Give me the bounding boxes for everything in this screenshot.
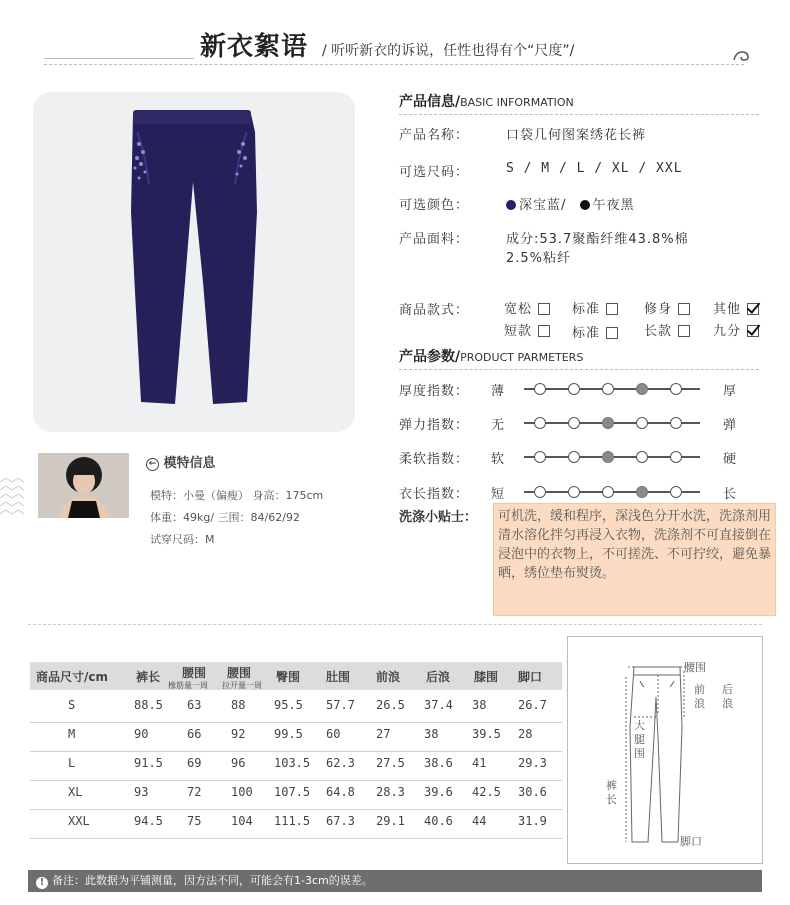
param-scale — [524, 456, 700, 458]
table-cell: 41 — [472, 756, 487, 770]
care-tips-label: 洗涤小贴士： — [399, 510, 478, 525]
size-table-header — [30, 662, 562, 690]
table-cell: 111.5 — [274, 814, 311, 828]
color-swatch-black — [580, 200, 590, 210]
style-option-other[interactable]: 其他 — [713, 298, 759, 317]
header-cell: 腰围 — [182, 666, 207, 680]
checkbox[interactable] — [678, 325, 690, 337]
param-scale — [524, 388, 700, 390]
table-cell: 28 — [518, 727, 533, 741]
fabric-value-1: 成分:53.7聚酯纤维43.8%棉 — [506, 232, 689, 247]
table-cell: 88 — [231, 698, 246, 712]
care-tips-text: 可机洗，缓和程序，深浅色分开水洗，洗涤剂用清水溶化拌匀再浸入衣物，洗涤剂不可直接倒在浸泡中的衣物上，不可搓洗、不可拧绞，避免暴晒，绣位垫布熨烫。 — [493, 503, 776, 616]
table-cell: 60 — [326, 727, 341, 741]
model-photo — [38, 453, 129, 518]
table-cell: 62.3 — [326, 756, 355, 770]
param-thickness: 厚度指数： 薄 厚 — [399, 384, 737, 399]
param-level-dot — [670, 451, 682, 463]
table-cell: 26.7 — [518, 698, 547, 712]
fabric-label: 产品面料： — [399, 232, 470, 247]
style-options — [504, 298, 764, 341]
model-line-2: 体重：49kg/ 三围：84/62/92 — [150, 511, 300, 524]
info-icon: ! — [36, 877, 48, 889]
param-scale — [524, 422, 700, 424]
param-level-dot — [602, 451, 614, 463]
checkbox[interactable] — [538, 303, 550, 315]
param-level-dot — [602, 486, 614, 498]
product-params-title: 产品参数/PRODUCT PARMETERS — [399, 349, 584, 365]
style-label: 商品款式： — [399, 303, 470, 318]
table-cell: 42.5 — [472, 785, 501, 799]
diagram-label-waist: 腰围 — [684, 661, 706, 674]
sizes-label: 可选尺码： — [399, 165, 470, 180]
style-option-short[interactable]: 短款 — [504, 320, 550, 339]
table-cell: 88.5 — [134, 698, 163, 712]
diagram-label-front-rise: 前浪 — [694, 683, 705, 710]
table-cell: 39.5 — [472, 727, 501, 741]
measurement-diagram — [567, 636, 763, 864]
checkbox[interactable] — [678, 303, 690, 315]
table-cell: 95.5 — [274, 698, 303, 712]
colors-label: 可选颜色： — [399, 198, 470, 213]
table-cell: 64.8 — [326, 785, 355, 799]
table-cell: 66 — [187, 727, 202, 741]
table-row — [30, 810, 562, 838]
product-info-title: 产品信息/BASIC INFORMATION — [399, 94, 574, 110]
model-info-title: ← 模特信息 — [146, 452, 216, 471]
table-cell: 93 — [134, 785, 149, 799]
product-params-divider — [399, 369, 759, 370]
param-level-dot — [534, 383, 546, 395]
style-option-slim[interactable]: 修身 — [644, 298, 690, 317]
table-cell: 57.7 — [326, 698, 355, 712]
table-cell: 40.6 — [424, 814, 453, 828]
table-cell: 26.5 — [376, 698, 405, 712]
header-divider — [44, 64, 744, 65]
header-cell: 腰围 — [227, 666, 252, 680]
checkbox[interactable] — [538, 325, 550, 337]
param-level-dot — [670, 383, 682, 395]
table-cell: 96 — [231, 756, 246, 770]
style-option-long[interactable]: 长款 — [644, 320, 690, 339]
colors-value — [506, 194, 635, 213]
table-cell: 39.6 — [424, 785, 453, 799]
table-cell: 99.5 — [274, 727, 303, 741]
header-subcell: 橡筋量一周 — [168, 681, 208, 690]
param-length: 衣长指数： 短 长 — [399, 487, 737, 502]
table-cell: XXL — [68, 814, 90, 828]
checkbox-checked[interactable] — [747, 325, 759, 337]
param-level-dot — [636, 451, 648, 463]
table-cell: 72 — [187, 785, 202, 799]
table-cell: M — [68, 727, 76, 741]
table-cell: 37.4 — [424, 698, 453, 712]
sizes-value: S / M / L / XL / XXL — [506, 161, 683, 176]
style-option-standard-fit[interactable]: 标准 — [572, 298, 618, 317]
header-cell: 前浪 — [376, 670, 401, 684]
section-divider — [28, 624, 762, 625]
product-name-value: 口袋几何图案绣花长裤 — [506, 128, 647, 143]
table-cell: 75 — [187, 814, 202, 828]
table-cell: 69 — [187, 756, 202, 770]
table-cell: S — [68, 698, 76, 712]
table-cell: L — [68, 756, 76, 770]
fabric-value-2: 2.5%粘纤 — [506, 251, 572, 266]
table-cell: 67.3 — [326, 814, 355, 828]
table-cell: 30.6 — [518, 785, 547, 799]
table-cell: 91.5 — [134, 756, 163, 770]
table-cell: 63 — [187, 698, 202, 712]
diagram-label-length: 裤长 — [606, 779, 617, 806]
header-line-left — [44, 58, 194, 59]
param-level-dot — [534, 451, 546, 463]
footer-note: ! 备注：此数据为平铺测量，因方法不同，可能会有1-3cm的误差。 — [28, 870, 762, 892]
table-cell: 103.5 — [274, 756, 311, 770]
param-level-dot — [534, 486, 546, 498]
header-cell: 臀围 — [276, 670, 301, 684]
diagram-label-thigh: 大腿围 — [634, 719, 645, 760]
table-row — [30, 781, 562, 809]
param-level-dot — [670, 486, 682, 498]
table-cell: XL — [68, 785, 83, 799]
pants-outline-icon — [568, 637, 764, 865]
table-cell: 29.3 — [518, 756, 547, 770]
zigzag-decoration — [0, 478, 28, 538]
header-cell: 肚围 — [326, 670, 351, 684]
param-level-dot — [636, 486, 648, 498]
style-option-loose[interactable]: 宽松 — [504, 298, 550, 317]
product-name-label: 产品名称： — [399, 128, 470, 143]
table-cell: 94.5 — [134, 814, 163, 828]
param-level-dot — [636, 417, 648, 429]
model-line-3: 试穿尺码：M — [150, 533, 215, 546]
table-cell: 38 — [472, 698, 487, 712]
table-cell: 90 — [134, 727, 149, 741]
param-level-dot — [568, 383, 580, 395]
product-photo — [33, 92, 355, 432]
param-level-dot — [534, 417, 546, 429]
diagram-label-back-rise: 后浪 — [722, 683, 733, 710]
header-cell: 后浪 — [426, 670, 451, 684]
param-scale — [524, 491, 700, 493]
pants-illustration — [33, 92, 355, 432]
checkbox[interactable] — [606, 327, 618, 339]
diagram-label-hem: 脚口 — [680, 835, 702, 848]
style-option-cropped[interactable]: 九分 — [713, 320, 759, 339]
param-elasticity: 弹力指数： 无 弹 — [399, 418, 737, 433]
table-cell: 29.1 — [376, 814, 405, 828]
checkbox[interactable] — [606, 303, 618, 315]
table-cell: 28.3 — [376, 785, 405, 799]
slogan: / 听听新衣的诉说，任性也得有个“尺度”/ — [322, 43, 575, 59]
header-cell: 裤长 — [136, 670, 161, 684]
table-cell: 31.9 — [518, 814, 547, 828]
param-level-dot — [670, 417, 682, 429]
table-cell: 27 — [376, 727, 391, 741]
table-cell: 104 — [231, 814, 253, 828]
table-cell: 38.6 — [424, 756, 453, 770]
color-name-navy: 深宝蓝/ — [519, 198, 567, 213]
table-cell: 100 — [231, 785, 253, 799]
back-arrow-icon: ← — [146, 458, 159, 471]
table-cell: 92 — [231, 727, 246, 741]
param-level-dot — [602, 383, 614, 395]
table-row — [30, 752, 562, 780]
table-cell: 107.5 — [274, 785, 311, 799]
param-softness: 柔软指数： 软 硬 — [399, 452, 737, 467]
color-swatch-navy — [506, 200, 516, 210]
brand-title: 新衣絮语 — [200, 32, 309, 62]
param-level-dot — [568, 486, 580, 498]
style-option-standard-length[interactable]: 标准 — [572, 322, 618, 341]
header-cell: 膝围 — [474, 670, 499, 684]
swirl-icon — [732, 48, 752, 64]
table-row — [30, 694, 562, 722]
param-level-dot — [602, 417, 614, 429]
row-divider — [30, 838, 562, 839]
checkbox-checked[interactable] — [747, 303, 759, 315]
param-level-dot — [568, 451, 580, 463]
header-cell: 商品尺寸/cm — [36, 670, 109, 684]
table-cell: 27.5 — [376, 756, 405, 770]
param-level-dot — [568, 417, 580, 429]
header-cell: 脚口 — [518, 670, 543, 684]
param-level-dot — [636, 383, 648, 395]
table-cell: 38 — [424, 727, 439, 741]
model-line-1: 模特：小曼（偏瘦） 身高：175cm — [150, 489, 324, 502]
color-name-black: 午夜黑 — [592, 198, 635, 213]
table-row — [30, 723, 562, 751]
product-info-divider — [399, 114, 759, 115]
table-cell: 44 — [472, 814, 487, 828]
header-subcell: 拉开量一周 — [222, 681, 262, 690]
